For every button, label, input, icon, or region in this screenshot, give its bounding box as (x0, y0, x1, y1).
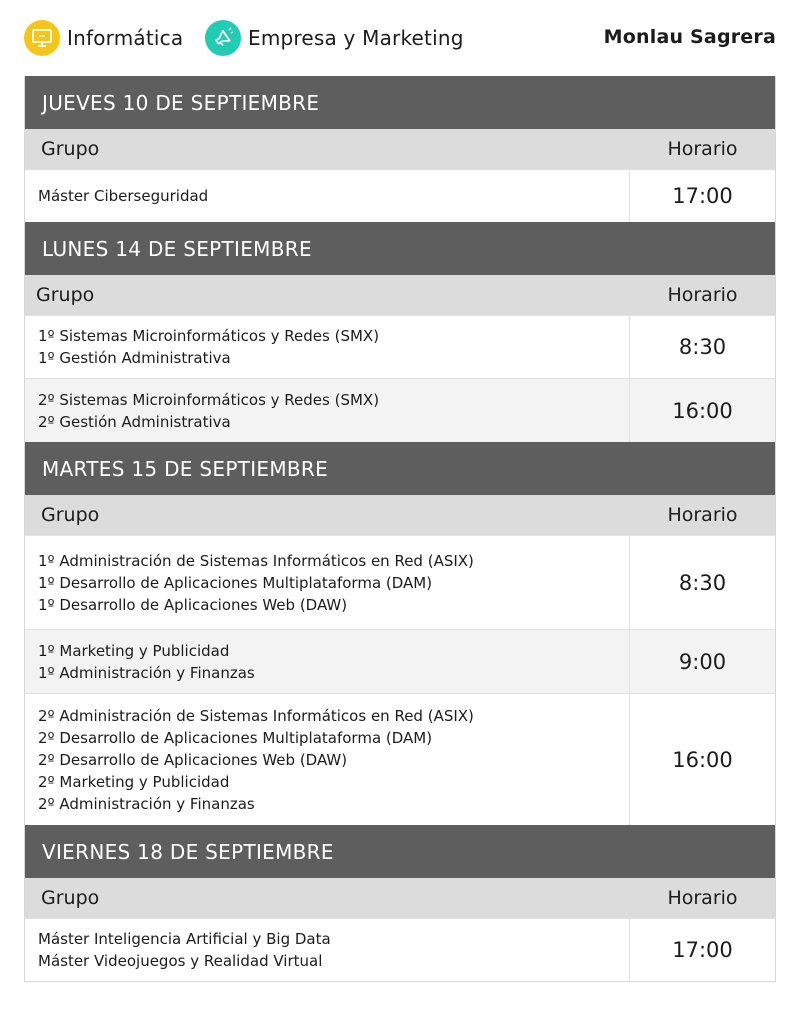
day-header: JUEVES 10 DE SEPTIEMBRE (25, 76, 775, 129)
day-header: LUNES 14 DE SEPTIEMBRE (25, 222, 775, 275)
group-name: 2º Marketing y Publicidad (38, 772, 230, 791)
legend-label-empresa-marketing: Empresa y Marketing (248, 26, 464, 50)
column-header-time: Horario (667, 887, 738, 909)
group-name: 1º Desarrollo de Aplicaciones Web (DAW) (38, 595, 348, 614)
time-cell: 9:00 (629, 630, 775, 693)
table-row (25, 629, 775, 693)
column-header-row (25, 275, 775, 315)
column-header-time: Horario (667, 284, 738, 306)
group-name: 1º Desarrollo de Aplicaciones Multiplataforma (DAM) (38, 573, 433, 592)
time-cell: 16:00 (629, 694, 775, 825)
monitor-icon (24, 20, 60, 56)
group-name: Máster Videojuegos y Realidad Virtual (38, 952, 323, 970)
group-name: 1º Sistemas Microinformáticos y Redes (SMX) (38, 327, 380, 345)
column-header-row (25, 878, 775, 918)
group-list (25, 919, 629, 981)
group-name: 2º Administración y Finanzas (38, 794, 255, 813)
column-header-group: Grupo (41, 887, 100, 909)
group-name: Máster Inteligencia Artificial y Big Data (38, 930, 331, 948)
table-row (25, 169, 775, 222)
page-header (0, 0, 810, 76)
legend-informatica (24, 18, 183, 58)
column-header-row (25, 495, 775, 535)
group-name: 1º Marketing y Publicidad (38, 641, 230, 660)
group-name: 2º Sistemas Microinformáticos y Redes (SMX) (38, 390, 380, 409)
time-cell: 8:30 (629, 536, 775, 629)
group-name: Máster Ciberseguridad (38, 187, 209, 205)
group-name: 2º Desarrollo de Aplicaciones Web (DAW) (38, 750, 348, 769)
schedule-table (24, 76, 776, 982)
group-list (25, 694, 629, 825)
time-cell: 16:00 (629, 379, 775, 442)
column-header-group: Grupo (41, 504, 100, 526)
column-header-time: Horario (667, 138, 738, 160)
table-row (25, 918, 775, 981)
table-row (25, 315, 775, 378)
group-list (25, 536, 629, 629)
time-cell: 17:00 (629, 170, 775, 222)
column-header-group: Grupo (36, 284, 95, 306)
column-header-group: Grupo (41, 138, 100, 160)
table-row (25, 693, 775, 825)
column-header-time: Horario (667, 504, 738, 526)
group-name: 1º Gestión Administrativa (38, 349, 231, 367)
group-name: 1º Administración de Sistemas Informáticos en Red (ASIX) (38, 551, 474, 570)
group-name: 2º Administración de Sistemas Informáticos en Red (ASIX) (38, 706, 474, 725)
group-name: 2º Gestión Administrativa (38, 412, 231, 431)
table-row (25, 535, 775, 629)
group-list (25, 316, 629, 378)
table-row (25, 378, 775, 442)
group-list (25, 170, 629, 222)
column-header-row (25, 129, 775, 169)
megaphone-icon (205, 20, 241, 56)
legend-label-informatica: Informática (67, 26, 184, 50)
legend-empresa-marketing (205, 18, 464, 58)
time-cell: 8:30 (629, 316, 775, 378)
group-list (25, 630, 629, 693)
time-cell: 17:00 (629, 919, 775, 981)
day-header: MARTES 15 DE SEPTIEMBRE (25, 442, 775, 495)
day-header: VIERNES 18 DE SEPTIEMBRE (25, 825, 775, 878)
group-name: 2º Desarrollo de Aplicaciones Multiplataforma (DAM) (38, 728, 433, 747)
group-name: 1º Administración y Finanzas (38, 663, 255, 682)
brand-name: Monlau Sagrera (603, 26, 776, 48)
group-list (25, 379, 629, 442)
